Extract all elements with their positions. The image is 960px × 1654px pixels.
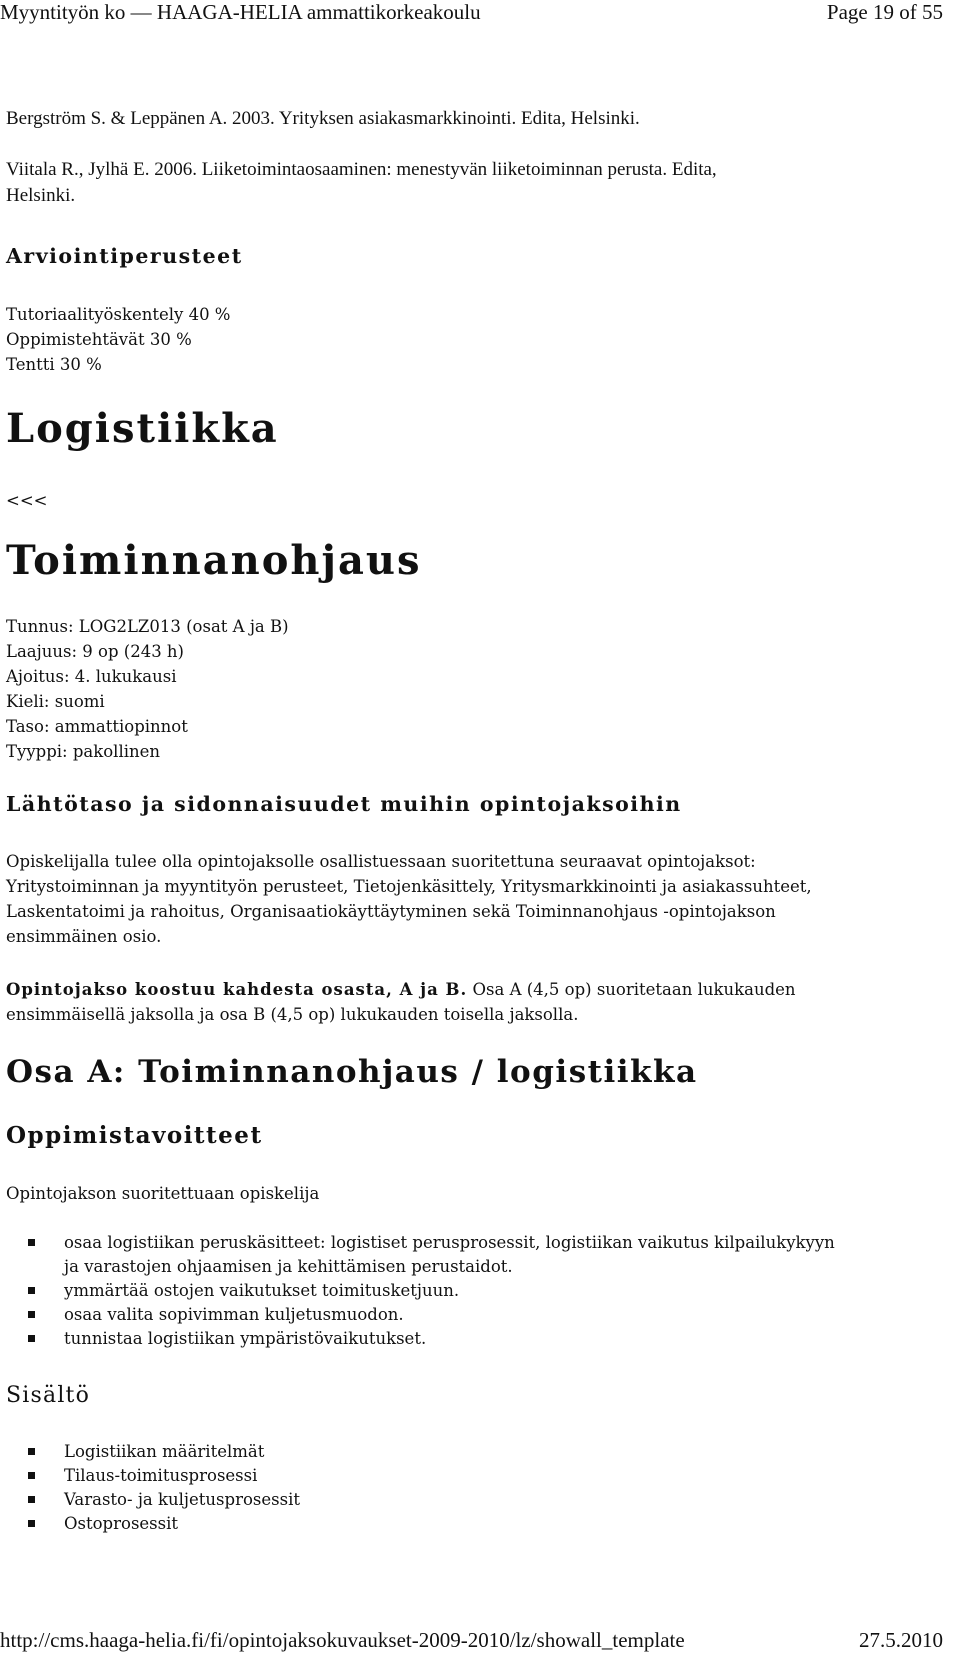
content-text: Tilaus-toimitusprosessi	[64, 1466, 258, 1485]
structure-bold: Opintojakso koostuu kahdesta osasta, A ja B.	[6, 980, 468, 999]
prerequisites-line: Laskentatoimi ja rahoitus, Organisaatiokäyttäytyminen sekä Toiminnanohjaus -opintojakson	[6, 902, 776, 921]
content-text: Logistiikan määritelmät	[64, 1442, 265, 1461]
reference-1: Bergström S. & Leppänen A. 2003. Yrityksen asiakasmarkkinointi. Edita, Helsinki.	[6, 108, 640, 129]
objective-text: ja varastojen ohjaamisen ja kehittämisen perustaidot.	[64, 1257, 513, 1276]
list-item	[6, 1464, 946, 1488]
list-item	[6, 1327, 946, 1351]
bullet-icon	[28, 1496, 35, 1503]
assessment-line: Tentti 30 %	[6, 355, 102, 374]
course-title: Toiminnanohjaus	[6, 537, 422, 584]
assessment-heading: Arviointiperusteet	[6, 244, 243, 268]
assessment-list	[6, 302, 946, 377]
bullet-icon	[28, 1448, 35, 1455]
list-item	[6, 1512, 946, 1536]
course-info-level: Taso: ammattiopinnot	[6, 717, 188, 736]
structure-rest: Osa A (4,5 op) suoritetaan lukukauden	[467, 980, 796, 999]
list-item	[6, 1231, 946, 1279]
section-title: Logistiikka	[6, 405, 279, 452]
objective-text: ymmärtää ostojen vaikutukset toimitusketjuun.	[64, 1281, 460, 1300]
reference-2-line-2: Helsinki.	[6, 185, 76, 206]
content-text: Varasto- ja kuljetusprosessit	[64, 1490, 300, 1509]
content-text: Ostoprosessit	[64, 1514, 179, 1533]
prerequisites-line: Yritystoiminnan ja myyntityön perusteet, Tietojenkäsittely, Yritysmarkkinointi ja asiakassuhteet,	[6, 877, 812, 896]
course-info-language: Kieli: suomi	[6, 692, 105, 711]
bullet-icon	[28, 1311, 35, 1318]
bullet-icon	[28, 1287, 35, 1294]
course-info-type: Tyyppi: pakollinen	[6, 742, 161, 761]
content-list	[6, 1440, 946, 1536]
structure-line-2: ensimmäisellä jaksolla ja osa B (4,5 op) lukukauden toisella jaksolla.	[6, 1005, 579, 1024]
part-a-title: Osa A: Toiminnanohjaus / logistiikka	[6, 1054, 698, 1090]
bullet-icon	[28, 1520, 35, 1527]
bullet-icon	[28, 1472, 35, 1479]
reference-2-line-1: Viitala R., Jylhä E. 2006. Liiketoimintaosaaminen: menestyvän liiketoiminnan perusta. Edita,	[6, 159, 717, 180]
prerequisites-text	[6, 849, 946, 949]
structure-text	[6, 977, 946, 1027]
objective-text: osaa logistiikan peruskäsitteet: logistiset perusprosessit, logistiikan vaikutus kilpailukykyyn	[64, 1233, 835, 1252]
bullet-icon	[28, 1335, 35, 1342]
prerequisites-line: Opiskelijalla tulee olla opintojaksolle osallistuessaan suoritettuna seuraavat opintojaksot:	[6, 852, 756, 871]
bullet-icon	[28, 1239, 35, 1246]
header-title: Myyntityön ko — HAAGA-HELIA ammattikorkeakoulu	[0, 0, 481, 24]
objective-text: osaa valita sopivimman kuljetusmuodon.	[64, 1305, 404, 1324]
assessment-line: Oppimistehtävät 30 %	[6, 330, 192, 349]
objective-text: tunnistaa logistiikan ympäristövaikutukset.	[64, 1329, 427, 1348]
course-info	[6, 614, 946, 764]
footer-url[interactable]: http://cms.haaga-helia.fi/fi/opintojaksokuvaukset-2009-2010/lz/showall_template	[0, 1628, 685, 1652]
objectives-heading: Oppimistavoitteet	[6, 1122, 263, 1149]
list-item	[6, 1488, 946, 1512]
prerequisites-line: ensimmäinen osio.	[6, 927, 162, 946]
list-item	[6, 1440, 946, 1464]
objectives-intro: Opintojakson suoritettuaan opiskelija	[6, 1184, 320, 1203]
footer-date: 27.5.2010	[859, 1628, 943, 1652]
list-item	[6, 1279, 946, 1303]
back-link[interactable]: <<<	[6, 491, 48, 510]
course-info-code: Tunnus: LOG2LZ013 (osat A ja B)	[6, 617, 289, 636]
objectives-list	[6, 1231, 946, 1351]
structure-line-1	[6, 977, 946, 1002]
prerequisites-heading: Lähtötaso ja sidonnaisuudet muihin opintojaksoihin	[6, 792, 682, 816]
course-info-timing: Ajoitus: 4. lukukausi	[6, 667, 177, 686]
course-info-credits: Laajuus: 9 op (243 h)	[6, 642, 184, 661]
reference-2	[6, 157, 946, 209]
page-number: Page 19 of 55	[826, 0, 943, 24]
assessment-line: Tutoriaalityöskentely 40 %	[6, 305, 231, 324]
list-item	[6, 1303, 946, 1327]
content-heading: Sisältö	[6, 1383, 91, 1408]
